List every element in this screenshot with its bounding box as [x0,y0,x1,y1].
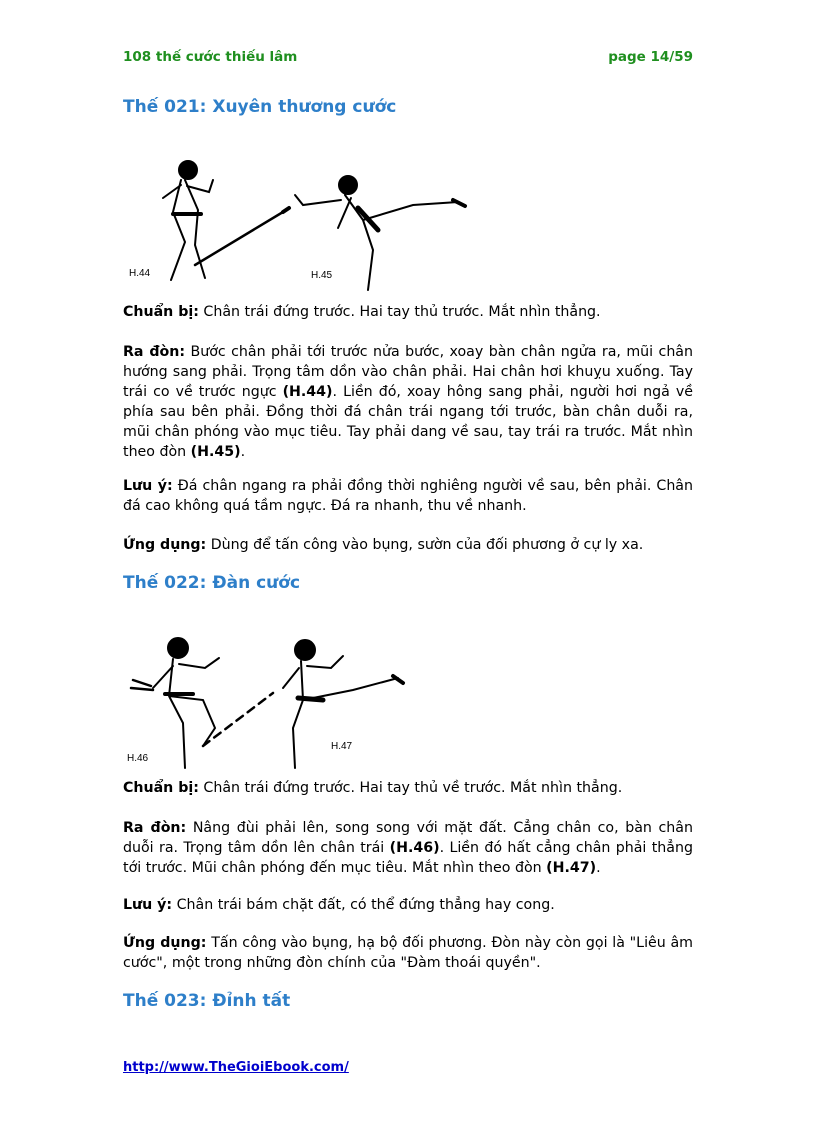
paragraph-strike-021 [123,342,693,462]
figure-label-h46: H.46 [127,753,149,764]
footer-link[interactable]: http://www.TheGioiEbook.com/ [123,1060,349,1075]
label-prep: Chuẩn bị: [123,304,199,320]
text-app: Tấn công vào bụng, hạ bộ đối phương. Đòn này còn gọi là "Liêu âm cước", một trong những đòn chính của "Đàm thoái quyền". [123,935,693,971]
label-note: Lưu ý: [123,897,173,913]
paragraph-strike-022 [123,818,693,878]
text-strike-2: . Liền đó, xoay hông sang phải, người hơi ngả về phía sau bên phải. Đồng thời đá chân trái ngang tới trước, bàn chân duỗi ra, mũi chân phóng vào mục tiêu. Tay phải dang về sau, tay trái ra trước. Mắt nhìn theo đòn [123,384,694,460]
paragraph-prep-022 [123,778,693,798]
text-strike-1: Nâng đùi phải lên, song song với mặt đất. Cẳng chân co, bàn chân duỗi ra. Trọng tâm dồn lên chân trái [123,820,693,856]
paragraph-note-022 [123,895,693,915]
figure-ref-h45: (H.45) [190,444,241,460]
section-title-021: Thế 021: Xuyên thương cước [123,97,397,117]
label-strike: Ra đòn: [123,820,187,836]
paragraph-app-022 [123,933,693,973]
figure-h44-h45 [123,150,473,300]
label-app: Ứng dụng: [123,935,207,951]
text-strike-3: . [596,860,601,876]
figure-ref-h44: (H.44) [282,384,333,400]
text-strike-2: . Liền đó hất cẳng chân phải thẳng tới trước. Mũi chân phóng đến mục tiêu. Mắt nhìn theo đòn [123,840,693,876]
text-prep: Chân trái đứng trước. Hai tay thủ về trước. Mắt nhìn thẳng. [198,780,623,796]
figure-ref-h47: (H.47) [546,860,597,876]
label-note: Lưu ý: [123,478,173,494]
page-number: page 14/59 [608,49,693,65]
paragraph-app-021 [123,535,693,555]
text-strike-1: Bước chân phải tới trước nửa bước, xoay bàn chân ngửa ra, mũi chân hướng sang phải. Trọng tâm dồn vào chân phải. Hai chân hơi khuỵu xuống. Tay trái co về trước ngực [123,344,693,400]
label-strike: Ra đòn: [123,344,186,360]
text-prep: Chân trái đứng trước. Hai tay thủ trước. Mắt nhìn thẳng. [198,304,601,320]
figure-label-h47: H.47 [331,741,353,752]
figure-h46-h47 [123,628,413,778]
text-note: Chân trái bám chặt đất, có thể đứng thẳng hay cong. [172,897,555,913]
figure-ref-h46: (H.46) [389,840,440,856]
text-note: Đá chân ngang ra phải đồng thời nghiêng người về sau, bên phải. Chân đá cao không quá tầm ngực. Đá ra nhanh, thu về nhanh. [123,478,693,514]
section-title-022: Thế 022: Đàn cước [123,573,301,593]
paragraph-note-021 [123,476,693,516]
section-title-023: Thế 023: Đỉnh tất [123,991,291,1011]
label-app: Ứng dụng: [123,537,207,553]
text-strike-3: . [240,444,246,460]
label-prep: Chuẩn bị: [123,780,199,796]
figure-label-h44: H.44 [129,268,151,279]
text-app: Dùng để tấn công vào bụng, sườn của đối phương ở cự ly xa. [206,537,644,553]
figure-label-h45: H.45 [311,270,333,281]
paragraph-prep-021 [123,302,693,322]
book-title: 108 thế cước thiếu lâm [123,49,298,65]
